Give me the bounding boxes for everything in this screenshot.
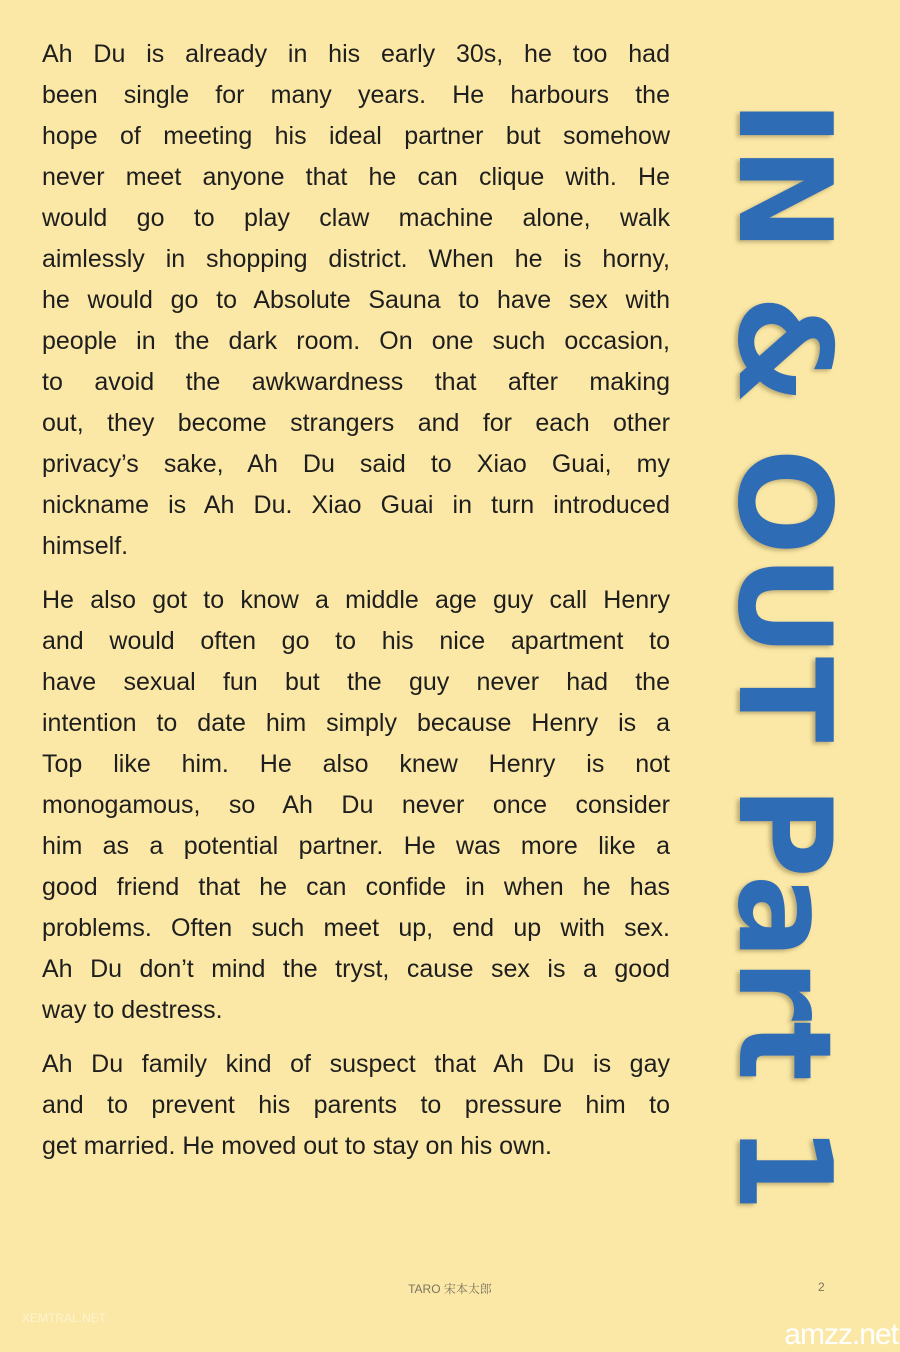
footer-author: TARO 宋本太郎	[408, 1282, 492, 1296]
text-line: never meet anyone that he can clique with. He	[42, 163, 670, 191]
text-line: and would often go to his nice apartment to	[42, 627, 670, 655]
title-text: IN & OUT Part 1	[709, 100, 858, 1235]
paragraph	[42, 1044, 670, 1167]
text-line: have sexual fun but the guy never had the	[42, 668, 670, 696]
text-line: aimlessly in shopping district. When he is horny,	[42, 245, 670, 273]
text-line: get married. He moved out to stay on his own.	[42, 1132, 552, 1160]
watermark-right: amzz.net	[784, 1318, 898, 1351]
paragraph	[42, 580, 670, 1031]
paragraph	[42, 34, 670, 567]
text-line: way to destress.	[42, 996, 223, 1024]
text-line: and to prevent his parents to pressure him to	[42, 1091, 670, 1119]
text-line: monogamous, so Ah Du never once consider	[42, 791, 670, 819]
text-line: Ah Du is already in his early 30s, he too had	[42, 40, 670, 68]
text-line: Top like him. He also knew Henry is not	[42, 750, 670, 778]
text-line: would go to play claw machine alone, walk	[42, 204, 670, 232]
text-line: to avoid the awkwardness that after making	[42, 368, 670, 396]
text-line: He also got to know a middle age guy call Henry	[42, 586, 670, 614]
text-line: people in the dark room. On one such occasion,	[42, 327, 670, 355]
text-line: good friend that he can confide in when he has	[42, 873, 670, 901]
text-line: Ah Du don’t mind the tryst, cause sex is a good	[42, 955, 670, 983]
text-line: him as a potential partner. He was more like a	[42, 832, 670, 860]
text-line: Ah Du family kind of suspect that Ah Du is gay	[42, 1050, 670, 1078]
story-text	[42, 34, 670, 1180]
text-line: himself.	[42, 532, 129, 560]
text-line: he would go to Absolute Sauna to have sex with	[42, 286, 670, 314]
page-number: 2	[818, 1280, 825, 1294]
text-line: hope of meeting his ideal partner but somehow	[42, 122, 670, 150]
text-line: intention to date him simply because Henry is a	[42, 709, 670, 737]
text-line: nickname is Ah Du. Xiao Guai in turn introduced	[42, 491, 670, 519]
watermark-left: XEMTRAL.NET	[22, 1311, 107, 1325]
text-line: privacy’s sake, Ah Du said to Xiao Guai, my	[42, 450, 670, 478]
text-line: out, they become strangers and for each other	[42, 409, 670, 437]
vertical-title	[709, 100, 858, 1235]
text-line: problems. Often such meet up, end up with sex.	[42, 914, 670, 942]
text-line: been single for many years. He harbours the	[42, 81, 670, 109]
